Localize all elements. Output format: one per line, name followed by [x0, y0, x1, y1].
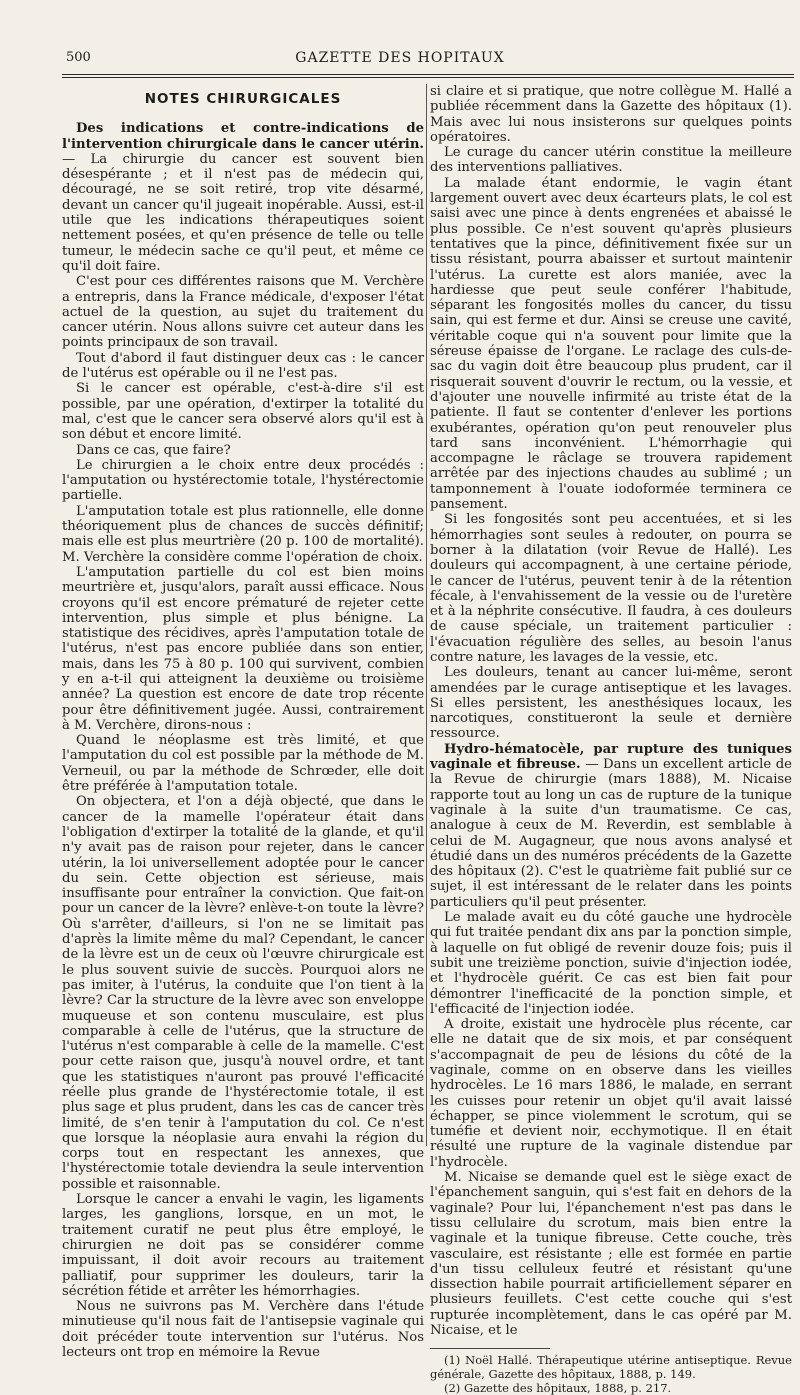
paragraph-text: C'est pour ces différentes raisons que M. Verchère a entrepris, dans la France médicale, d'exposer l'état actuel de la question, au sujet du traitement du cancer utérin. Nous allons suivre cet auteur dans les points principaux de son travail. [62, 274, 424, 351]
footnote: (1) Noël Hallé. Thérapeutique utérine antiseptique. Revue générale, Gazette des hôpitaux, 1888, p. 149. [430, 1353, 792, 1382]
paragraph-lead: Hydro-hématocèle, par rupture des tuniques vaginale et fibreuse. [430, 741, 792, 773]
right-paragraphs [430, 84, 792, 1338]
paragraph-lead: Des indications et contre-indications de l'intervention chirurgicale dans le cancer utérin. [62, 121, 424, 152]
paragraph-text: La malade étant endormie, le vagin étant largement ouvert avec deux écarteurs plats, le col est saisi avec une pince à dents engrenées et abaissé le plus possible. Ce n'est souvent qu'après plusieurs tentatives que la pince, définitivement fixée sur un tissu résistant, pourra abaisser et surtout maintenir l'utérus. La curette est alors maniée, avec la hardiesse que peut seule conférer l'habitude, séparant les fongosités molles du cancer, du tissu sain, qui est ferme et dur. Ainsi se creuse une cavité, véritable coque qui n'a souvent pour limite que la séreuse épaisse de l'organe. Le raclage des culs-de-sac du vagin doit être beaucoup plus prudent, car il risquerait souvent d'ouvrir le rectum, ou la vessie, et d'ajouter une nouvelle infirmité au triste état de la patiente. Il faut se contenter d'enlever les portions exubérantes, opération qu'on peut renouveler plus tard sans inconvénient. L'hémorrhagie qui accompagne le râclage se trouvera rapidement arrêtée par des injections chaudes au sublimé ; un tamponnement à l'ouate iodoformée terminera ce pansement. [430, 175, 792, 513]
paragraph-text: si claire et si pratique, que notre collègue M. Hallé a publiée récemment dans la Gazette des hôpitaux (1). Mais avec lui nous insisterons sur quelques points opératoires. [430, 84, 792, 145]
paragraph-text: Le curage du cancer utérin constitue la meilleure des interventions palliatives. [430, 145, 792, 176]
footnote: (2) Gazette des hôpitaux, 1888, p. 217. [444, 1381, 672, 1395]
footnotes [430, 1353, 792, 1395]
paragraph-text: Les douleurs, tenant au cancer lui-même, seront amendées par le curage antiseptique et les lavages. Si elles persistent, les anesthésiques locaux, les narcotiques, constitueront la seule et dernière ressource. [430, 665, 792, 742]
header-rule-bottom [62, 77, 794, 78]
left-paragraph [62, 381, 424, 442]
right-paragraph [430, 910, 792, 1017]
footnote-rule [430, 1348, 550, 1349]
right-paragraph [430, 1017, 792, 1170]
running-title: GAZETTE DES HOPITAUX [295, 50, 505, 66]
left-paragraph [62, 458, 424, 504]
left-paragraph [62, 504, 424, 565]
right-paragraph [430, 665, 792, 741]
paragraph-text: Le chirurgien a le choix entre deux procédés : l'amputation ou hystérectomie totale, l'hystérectomie partielle. [62, 457, 424, 504]
paragraph-text: Nous ne suivrons pas M. Verchère dans l'étude minutieuse qu'il nous fait de l'antisepsie vaginale qui doit précéder toute intervention sur l'utérus. Nos lecteurs ont trop en mémoire la Revue [62, 1299, 424, 1361]
paragraph-text: A droite, existait une hydrocèle plus récente, car elle ne datait que de six mois, et par conséquent s'accompagnait de peu de lésions du côté de la vaginale, comme on en observe dans les vieilles hydrocèles. Le 16 mars 1886, le malade, en serrant les cuisses pour retenir un objet qu'il avait laissé échapper, se pince violemment le scrotum, qui se tuméfie et devient noir, ecchymotique. Il en était résulté une rupture de la vaginale distendue par l'hydrocèle. [430, 1017, 792, 1170]
paragraph-text: L'amputation partielle du col est bien moins meurtrière et, jusqu'alors, paraît aussi efficace. Nous croyons qu'il est encore prématuré de rejeter cette intervention, plus simple et plus bénigne. La statistique des récidives, après l'amputation totale de l'utérus, n'est pas encore publiée dans son entier, mais, dans les 75 à 80 p. 100 qui survivent, combien y en a-t-il qui atteignent la deuxième ou troisième année? La question est encore de date trop récente pour être définitivement jugée. Aussi, contrairement à M. Verchère, dirons-nous : [62, 564, 424, 733]
left-paragraph [62, 794, 424, 1192]
paragraph-text: Dans ce cas, que faire? [76, 442, 231, 458]
header-rule-top [62, 74, 794, 75]
paragraph-text: Quand le néoplasme est très limité, et que l'amputation du col est possible par la méthode de M. Verneuil, ou par la méthode de Schrœder, elle doit être préférée à l'amputation totale. [62, 733, 424, 795]
right-paragraph [430, 742, 792, 910]
paragraph-text: Si les fongosités sont peu accentuées, et si les hémorrhagies sont seules à redouter, on pourra se borner à la dilatation (voir Revue de Hallé). Les douleurs qui accompagnent, à une certaine période, le cancer de l'utérus, peuvent tenir à de la rétention fécale, à l'envahissement de la vessie ou de l'uretère et à la néphrite consécutive. Il faudra, à ces douleurs de cause spéciale, un traitement particulier : l'évacuation régulière des selles, au besoin l'anus contre nature, les lavages de la vessie, etc. [430, 512, 792, 665]
page-header [0, 50, 800, 70]
left-paragraph [62, 443, 424, 458]
left-paragraph [62, 351, 424, 382]
paragraph-text: Lorsque le cancer a envahi le vagin, les ligaments larges, les ganglions, lorsque, en un mot, le traitement curatif ne peut plus être employé, le chirurgien ne doit pas se considérer comme impuissant, il doit avoir recours au traitement palliatif, pour supprimer les douleurs, tarir la sécrétion fétide et arrêter les hémorrhagies. [62, 1192, 424, 1299]
paragraph-text: Si le cancer est opérable, c'est-à-dire s'il est possible, par une opération, d'extirper la totalité du mal, c'est que le cancer sera observé alors qu'il est à son début et encore limité. [62, 381, 424, 443]
paragraph-text: — Dans un excellent article de la Revue de chirurgie (mars 1888), M. Nicaise rapporte tout au long un cas de rupture de la tunique vaginale à la suite d'un traumatisme. Ce cas, analogue à ceux de M. Reverdin, est semblable à celui de M. Augagneur, que nous avons analysé et étudié dans un des numéros précédents de la Gazette des hôpitaux (2). C'est le quatrième fait publié sur ce sujet, il est intéressant de le relater dans les points particuliers qu'il peut présenter. [430, 757, 792, 910]
right-paragraph [430, 84, 792, 145]
paragraph-text: M. Nicaise se demande quel est le siège exact de l'épanchement sanguin, qui s'est fait en dehors de la vaginale? Pour lui, l'épanchement n'est pas dans le tissu cellulaire du scrotum, mais bien entre la vaginale et la tunique fibreuse. Cette couche, très vasculaire, est résistante ; elle est formée en partie d'un tissu celluleux feutré et résistant qu'une dissection habile pourrait artificiellement séparer en plusieurs feuillets. C'est cette couche qui s'est rupturée incomplètement, dans le cas opéré par M. Nicaise, et le [430, 1170, 792, 1339]
section-title: NOTES CHIRURGICALES [144, 91, 342, 107]
paragraph-text: — La chirurgie du cancer est souvent bien désespérante ; et il n'est pas de médecin qui, découragé, ne se soit retiré, trop vite désarmé, devant un cancer qu'il jugeait inopérable. Aussi, est-il utile que les indications thérapeutiques soient nettement posées, et qu'en présence de telle ou telle tumeur, le médecin sache ce qu'il peut, et même ce qu'il doit faire. [62, 151, 424, 274]
right-paragraph [430, 1170, 792, 1338]
paragraph-text: Tout d'abord il faut distinguer deux cas : le cancer de l'utérus est opérable ou il ne l'est pas. [62, 350, 424, 382]
left-paragraph [62, 1299, 424, 1360]
right-paragraph [430, 176, 792, 513]
left-paragraph [62, 121, 424, 274]
paragraph-text: On objectera, et l'on a déjà objecté, que dans le cancer de la mamelle l'opérateur était dans l'obligation d'extirper la totalité de la glande, et qu'il n'y avait pas de raison pour rejeter, dans le cancer utérin, la loi universellement adoptée pour le cancer du sein. Cette objection est sérieuse, mais insuffisante pour entraîner la conviction. Que fait-on pour un cancer de la lèvre? enlève-t-on toute la lèvre? Où s'arrêter, d'ailleurs, si l'on ne se limitait pas d'après la limite même du mal? Cependant, le cancer de la lèvre est un de ceux où l'œuvre chirurgicale est le plus souvent suivie de succès. Pourquoi alors ne pas imiter, à l'utérus, la conduite que l'on tient à la lèvre? Car la structure de la lèvre avec son enveloppe muqueuse et son contenu musculaire, est plus comparable à celle de l'utérus, que la structure de l'utérus n'est comparable à celle de la mamelle. C'est pour cette raison que, jusqu'à nouvel ordre, et tant que les statistiques n'auront pas prouvé l'efficacité réelle plus grande de l'hystérectomie totale, il est plus sage et plus prudent, dans les cas de cancer très limité, de s'en tenir à l'amputation du col. Ce n'est que lorsque la néoplasie aura envahi la région du corps tout en respectant les annexes, que l'hystérectomie totale deviendra la seule intervention possible et raisonnable. [62, 794, 424, 1192]
right-paragraph [430, 145, 792, 176]
page-number: 500 [66, 50, 91, 65]
right-column [430, 84, 792, 1395]
column-divider [426, 84, 427, 1146]
paragraph-text: L'amputation totale est plus rationnelle, elle donne théoriquement plus de chances de succès définitif; mais elle est plus meurtrière (20 p. 100 de mortalité). M. Verchère la considère comme l'opération de choix. [62, 503, 424, 565]
left-paragraphs [62, 121, 424, 1360]
paragraph-text: Le malade avait eu du côté gauche une hydrocèle qui fut traitée pendant dix ans par la ponction simple, à laquelle on fut obligé de revenir douze fois; puis il subit une treizième ponction, suivie d'injection iodée, et l'hydrocèle guérit. Ce cas est bien fait pour démontrer l'inefficacité de la ponction simple, et l'efficacité de l'injection iodée. [430, 910, 792, 1017]
left-paragraph [62, 733, 424, 794]
left-paragraph [62, 1192, 424, 1299]
left-paragraph [62, 274, 424, 350]
left-column [62, 84, 424, 1360]
left-paragraph [62, 565, 424, 733]
right-paragraph [430, 512, 792, 665]
